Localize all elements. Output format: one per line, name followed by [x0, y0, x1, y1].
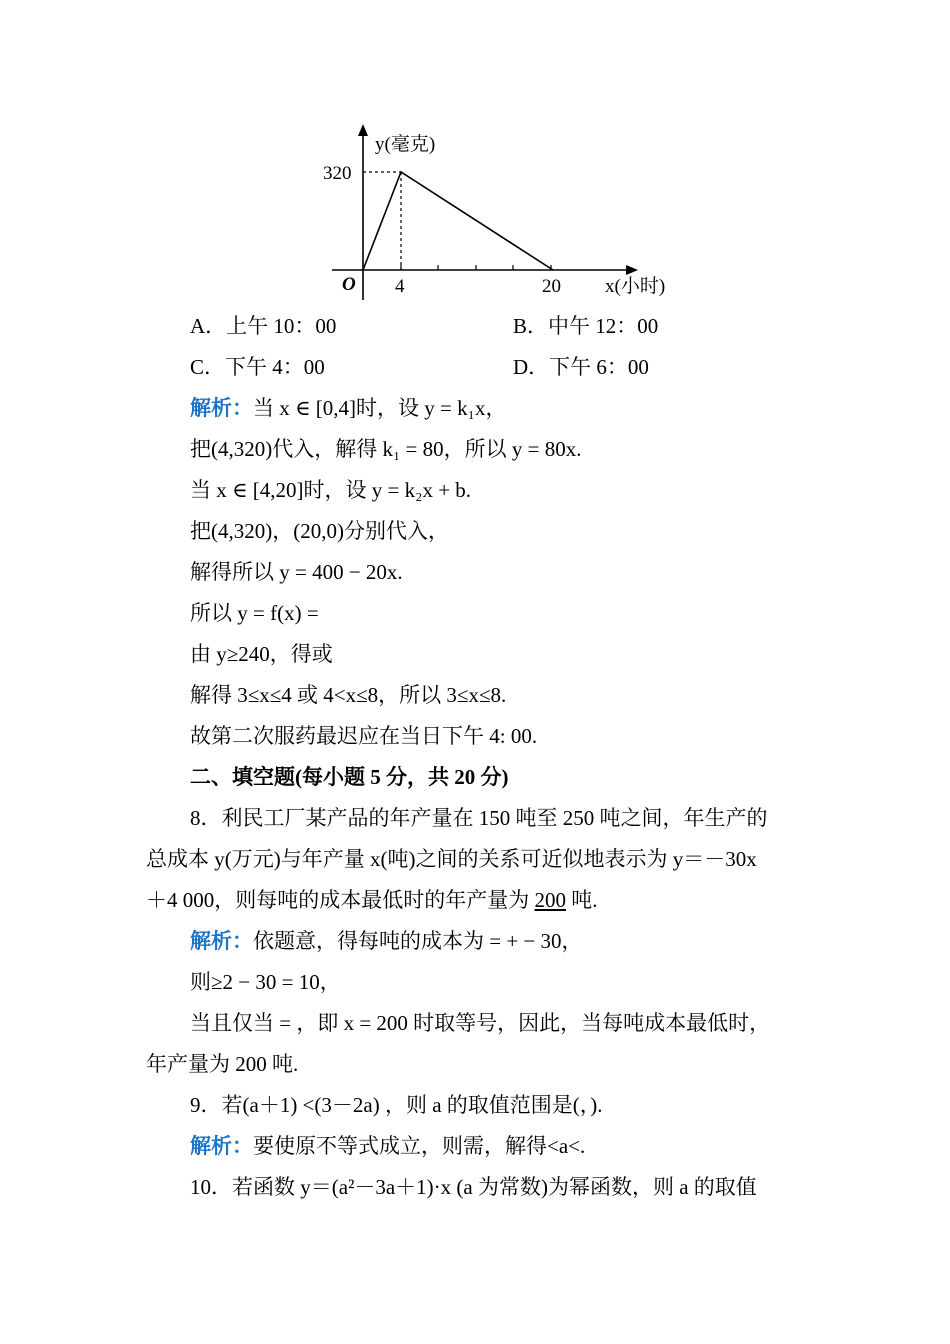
analysis-line: 当 x ∈ [4,20]时，设 y = k₂x + b.	[190, 478, 472, 502]
function-line	[363, 172, 553, 270]
question-8-line: 8．利民工厂某产品的年产量在 150 吨至 250 吨之间，年生产的	[190, 806, 768, 830]
analysis-text: 要使原不等式成立，则需，解得<a<.	[253, 1134, 586, 1158]
option-c: C．下午 4：00	[190, 355, 325, 379]
analysis-line: 把(4,320)代入，解得 k₁ = 80，所以 y = 80x.	[190, 437, 582, 461]
x-tick-label-20: 20	[542, 276, 561, 297]
analysis-text: 当 x ∈ [0,4]时，设 y = k₁x，	[253, 396, 507, 420]
analysis-label: 解析：	[190, 929, 253, 953]
analysis-line: 解得所以 y = 400 − 20x.	[190, 560, 403, 584]
question-8-line	[146, 886, 598, 914]
concentration-graph	[320, 120, 690, 310]
origin-label: O	[342, 274, 356, 295]
section-heading: 二、填空题(每小题 5 分，共 20 分)	[190, 765, 509, 789]
analysis-label: 解析：	[190, 396, 253, 420]
y-axis-arrow	[358, 124, 368, 136]
analysis-line: 则≥2 − 30 = 10，	[190, 970, 341, 994]
analysis-line: 当且仅当 = ，即 x = 200 时取等号，因此，当每吨成本最低时，	[190, 1011, 771, 1035]
y-tick-label: 320	[323, 163, 352, 184]
analysis-line	[190, 1132, 585, 1160]
analysis-label: 解析：	[190, 1134, 253, 1158]
analysis-line	[190, 394, 506, 422]
x-axis-arrow	[626, 265, 638, 275]
option-a: A．上午 10：00	[190, 314, 337, 338]
analysis-text: 依题意，得每吨的成本为 = + − 30，	[253, 929, 583, 953]
analysis-line	[190, 927, 583, 955]
x-axis-label: x(小时)	[605, 276, 666, 297]
analysis-line: 由 y≥240，得或	[190, 642, 333, 666]
analysis-line: 故第二次服药最迟应在当日下午 4: 00.	[190, 724, 538, 748]
question-text: ＋4 000，则每吨的成本最低时的年产量为	[146, 888, 535, 912]
answer-blank: 200	[534, 888, 566, 912]
option-b: B．中午 12：00	[513, 314, 659, 338]
y-axis-label: y(毫克)	[375, 134, 436, 155]
x-tick-label-4: 4	[395, 276, 405, 297]
question-9-line: 9．若(a＋1) <(3－2a) ，则 a 的取值范围是(，).	[190, 1093, 603, 1117]
analysis-line: 所以 y = f(x) =	[190, 601, 319, 625]
analysis-line: 解得 3≤x≤4 或 4<x≤8，所以 3≤x≤8.	[190, 683, 507, 707]
analysis-line: 年产量为 200 吨.	[146, 1052, 299, 1076]
analysis-line: 把(4,320)，(20,0)分别代入，	[190, 519, 449, 543]
question-10-line: 10．若函数 y＝(a²－3a＋1)·x (a 为常数)为幂函数，则 a 的取值	[190, 1175, 757, 1199]
question-text: 吨.	[566, 888, 598, 912]
question-8-line: 总成本 y(万元)与年产量 x(吨)之间的关系可近似地表示为 y＝－30x	[146, 847, 757, 871]
option-d: D．下午 6：00	[513, 355, 649, 379]
